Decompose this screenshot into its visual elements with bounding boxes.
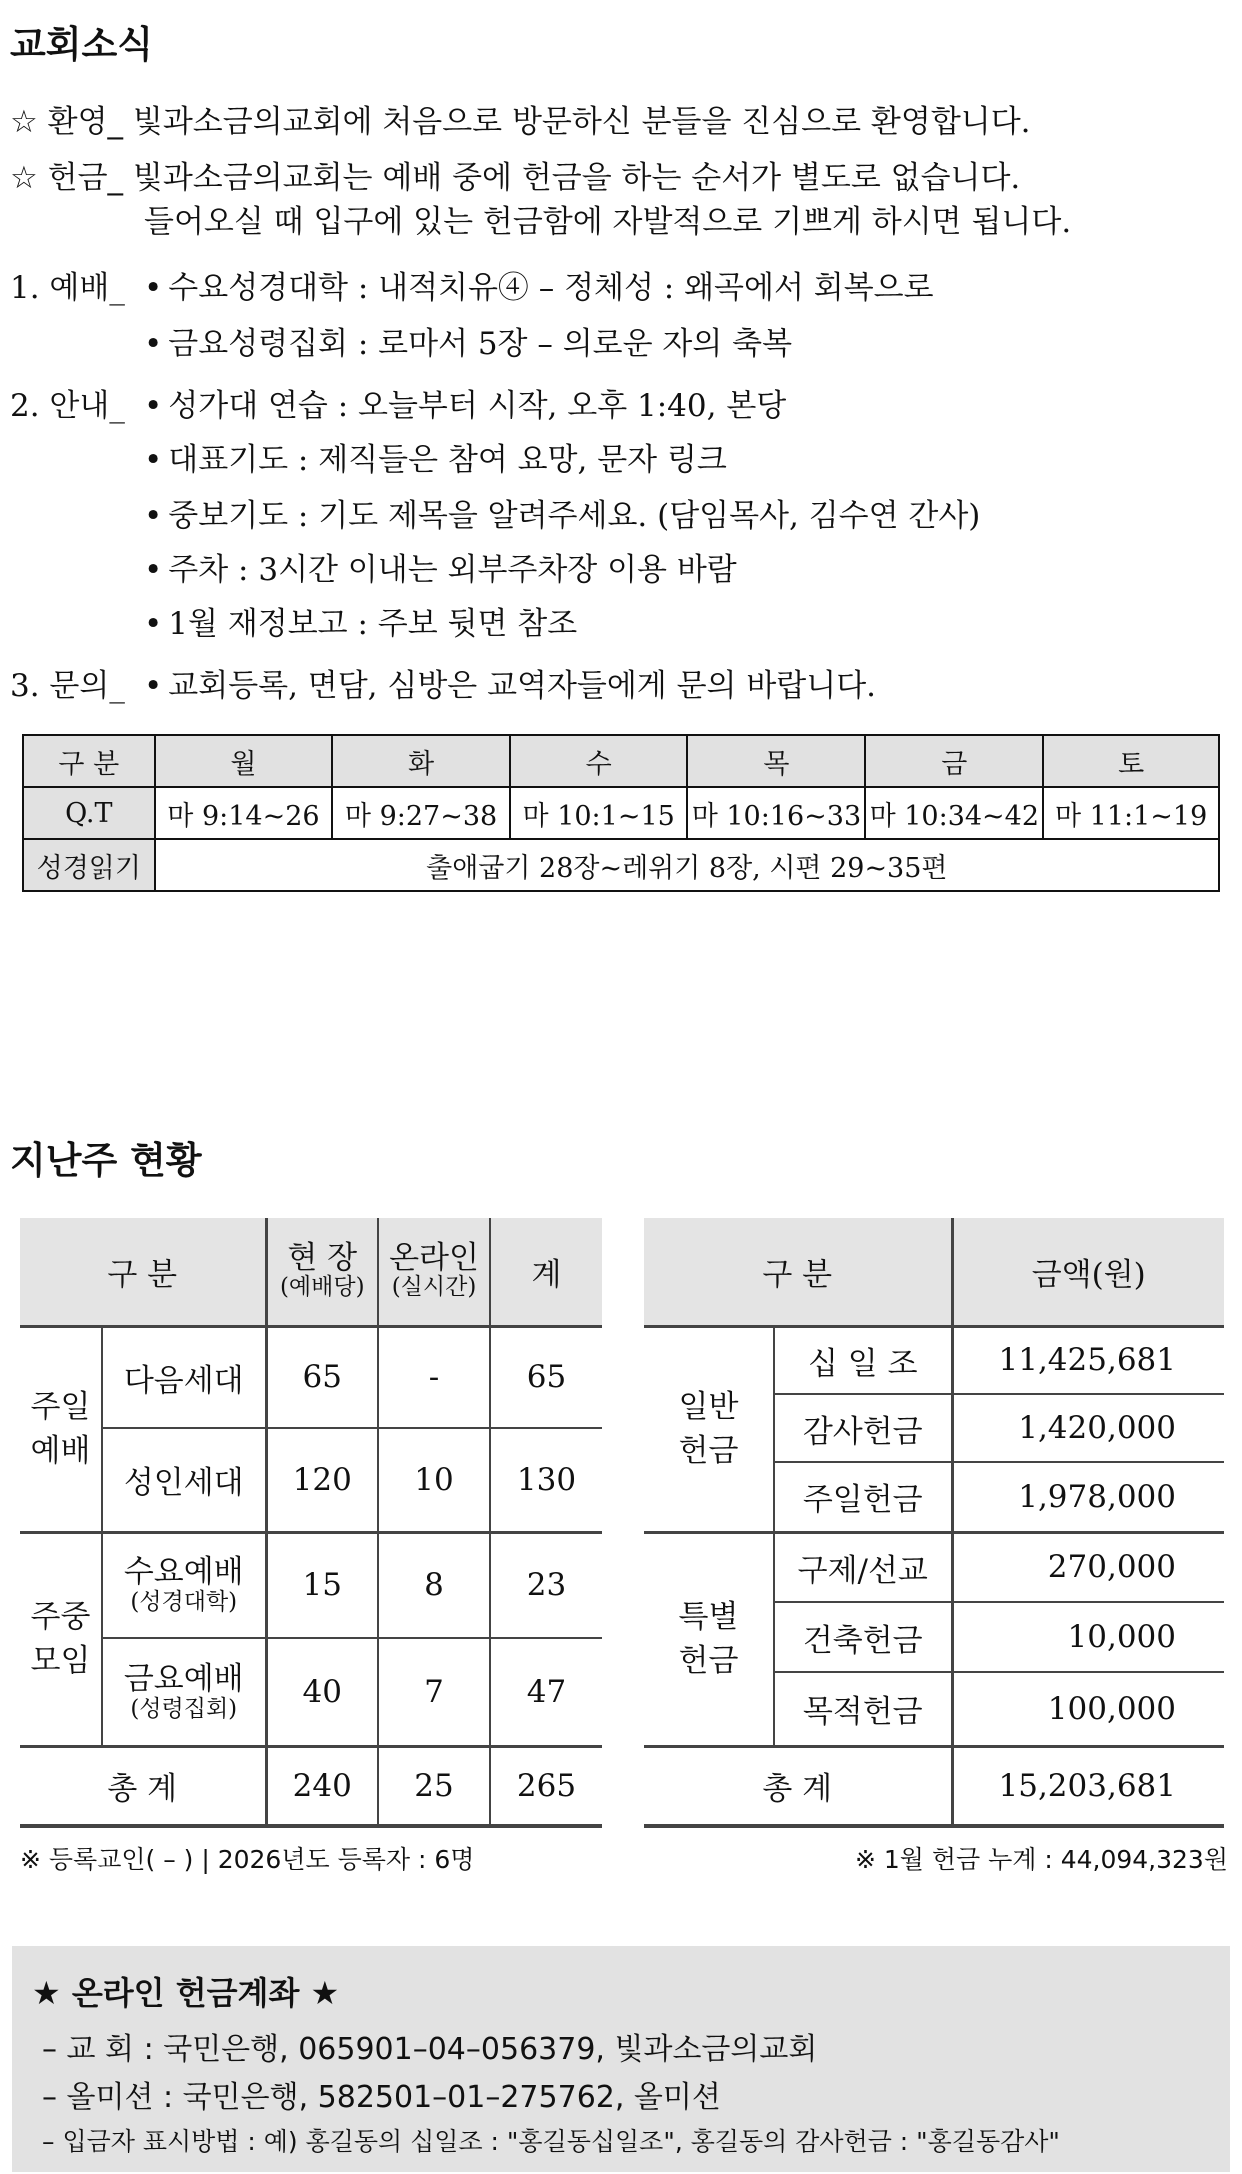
off-group-general: 일반 헌금 (644, 1326, 774, 1532)
last-week-title: 지난주 현황 (10, 1139, 202, 1182)
welcome-line (10, 96, 1031, 141)
reading-cell: 출애굽기 28장~레위기 8장, 시편 29~35편 (155, 839, 1219, 891)
reading-label: 성경읽기 (23, 839, 155, 891)
off-row-name: 감사헌금 (774, 1394, 952, 1462)
offering-sum-row (644, 1746, 1224, 1826)
att-row-name: 성인세대 (102, 1428, 266, 1532)
worship-head: 1. 예배_ (10, 270, 125, 306)
qt-cell: 마 9:27~38 (332, 787, 510, 839)
off-group-special: 특별 헌금 (644, 1532, 774, 1746)
att-row-online: 8 (378, 1532, 490, 1638)
reading-row (23, 839, 1219, 891)
off-h-amount: 금액(원) (952, 1218, 1224, 1326)
qt-cell: 마 11:1~19 (1043, 787, 1219, 839)
table-row (644, 1532, 1224, 1602)
worship-item: • 수요성경대학 : 내적치유④ – 정체성 : 왜곡에서 회복으로 (144, 270, 934, 306)
off-sum-label: 총 계 (644, 1746, 952, 1826)
qt-header-cell: 구 분 (23, 735, 155, 787)
off-row-name: 구제/선교 (774, 1532, 952, 1602)
att-row-onsite: 65 (266, 1326, 378, 1428)
inquiry-head: 3. 문의_ (10, 668, 125, 704)
att-row-online: 7 (378, 1638, 490, 1746)
qt-cell: 마 10:1~15 (510, 787, 688, 839)
att-row-online: - (378, 1326, 490, 1428)
attendance-header-row (20, 1218, 602, 1326)
news-title: 교회소식 (10, 23, 153, 66)
off-row-amount: 270,000 (952, 1532, 1224, 1602)
off-row-amount: 11,425,681 (952, 1326, 1224, 1394)
qt-cell: 마 10:34~42 (865, 787, 1043, 839)
table-row (20, 1428, 602, 1532)
off-h-category: 구 분 (644, 1218, 952, 1326)
attendance-sum-row (20, 1746, 602, 1826)
table-row (20, 1638, 602, 1746)
att-sum-onsite: 240 (266, 1746, 378, 1826)
att-row-name: 다음세대 (102, 1326, 266, 1428)
offering-total-note: ※ 1월 헌금 누계 : 44,094,323원 (854, 1845, 1228, 1874)
qt-label: Q.T (23, 787, 155, 839)
att-row-total: 65 (490, 1326, 602, 1428)
att-sum-label: 총 계 (20, 1746, 266, 1826)
table-row (20, 1532, 602, 1638)
account-church: – 교 회 : 국민은행, 065901–04–056379, 빛과소금의교회 (42, 2032, 818, 2067)
guide-item: • 성가대 연습 : 오늘부터 시작, 오후 1:40, 본당 (144, 388, 787, 424)
qt-table (22, 734, 1220, 892)
att-h-onsite: 현 장 (예배당) (266, 1218, 378, 1326)
qt-header-cell: 수 (510, 735, 688, 787)
table-row (644, 1326, 1224, 1394)
att-row-onsite: 120 (266, 1428, 378, 1532)
offering-header-row (644, 1218, 1224, 1326)
qt-header-row (23, 735, 1219, 787)
att-row-name: 금요예배 (성령집회) (102, 1638, 266, 1746)
guide-head: 2. 안내_ (10, 388, 125, 424)
att-row-onsite: 40 (266, 1638, 378, 1746)
att-h-total: 계 (490, 1218, 602, 1326)
attendance-table (20, 1218, 602, 1828)
account-title: ★ 온라인 헌금계좌 ★ (32, 1974, 340, 2012)
guide-item: • 1월 재정보고 : 주보 뒷면 참조 (144, 606, 578, 642)
guide-item: • 주차 : 3시간 이내는 외부주차장 이용 바람 (144, 552, 737, 588)
off-sum-amount: 15,203,681 (952, 1746, 1224, 1826)
off-row-amount: 1,978,000 (952, 1462, 1224, 1532)
att-group-weekday: 주중 모임 (20, 1532, 102, 1746)
off-row-name: 십 일 조 (774, 1326, 952, 1394)
att-group-sunday: 주일 예배 (20, 1326, 102, 1532)
off-row-amount: 10,000 (952, 1602, 1224, 1672)
online-account-box (12, 1946, 1230, 2172)
guide-item: • 중보기도 : 기도 제목을 알려주세요. (담임목사, 김수연 간사) (144, 498, 981, 534)
att-h-category: 구 분 (20, 1218, 266, 1326)
registered-note: ※ 등록교인( – ) | 2026년도 등록자 : 6명 (20, 1845, 475, 1874)
off-row-name: 목적헌금 (774, 1672, 952, 1746)
att-row-total: 130 (490, 1428, 602, 1532)
offering-table (644, 1218, 1224, 1828)
offering-line (10, 152, 1020, 197)
off-row-name: 건축헌금 (774, 1602, 952, 1672)
qt-cell: 마 10:16~33 (687, 787, 865, 839)
account-allmission: – 올미션 : 국민은행, 582501–01–275762, 올미션 (42, 2080, 721, 2115)
att-row-onsite: 15 (266, 1532, 378, 1638)
qt-row (23, 787, 1219, 839)
account-method: – 입금자 표시방법 : 예) 홍길동의 십일조 : "홍길동십일조", 홍길동의 감사헌금 : "홍길동감사" (42, 2127, 1060, 2156)
off-row-amount: 100,000 (952, 1672, 1224, 1746)
worship-item: • 금요성령집회 : 로마서 5장 – 의로운 자의 축복 (144, 326, 793, 362)
offering-text-1: 빛과소금의교회는 예배 중에 헌금을 하는 순서가 별도로 없습니다. (132, 160, 1021, 196)
qt-header-cell: 목 (687, 735, 865, 787)
welcome-text: 빛과소금의교회에 처음으로 방문하신 분들을 진심으로 환영합니다. (132, 104, 1031, 140)
qt-header-cell: 월 (155, 735, 333, 787)
inquiry-item: • 교회등록, 면담, 심방은 교역자들에게 문의 바랍니다. (144, 668, 876, 704)
att-sum-online: 25 (378, 1746, 490, 1826)
att-row-name: 수요예배 (성경대학) (102, 1532, 266, 1638)
att-row-total: 23 (490, 1532, 602, 1638)
qt-header-cell: 화 (332, 735, 510, 787)
att-sum-total: 265 (490, 1746, 602, 1826)
off-row-amount: 1,420,000 (952, 1394, 1224, 1462)
att-h-online: 온라인 (실시간) (378, 1218, 490, 1326)
qt-header-cell: 금 (865, 735, 1043, 787)
welcome-head: ☆ 환영_ (10, 104, 124, 140)
table-row (20, 1326, 602, 1428)
offering-text-2: 들어오실 때 입구에 있는 헌금함에 자발적으로 기쁘게 하시면 됩니다. (144, 204, 1072, 240)
off-row-name: 주일헌금 (774, 1462, 952, 1532)
att-row-online: 10 (378, 1428, 490, 1532)
offering-head: ☆ 헌금_ (10, 160, 124, 196)
guide-item: • 대표기도 : 제직들은 참여 요망, 문자 링크 (144, 442, 727, 478)
att-row-total: 47 (490, 1638, 602, 1746)
qt-header-cell: 토 (1043, 735, 1219, 787)
qt-cell: 마 9:14~26 (155, 787, 333, 839)
